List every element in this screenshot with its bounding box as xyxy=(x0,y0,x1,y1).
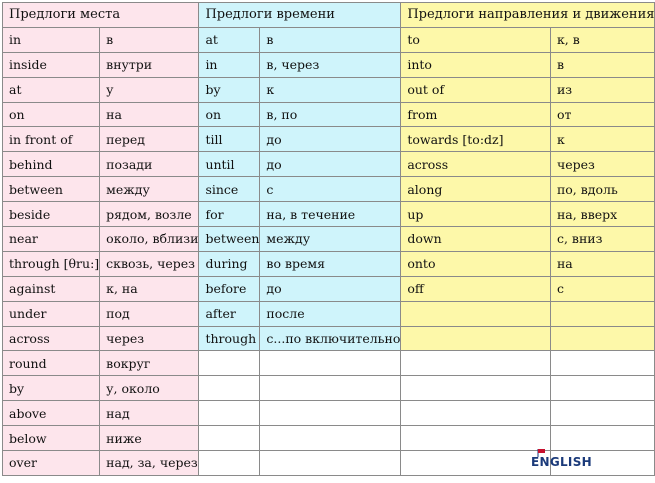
prepositions-table xyxy=(2,2,655,476)
time-empty-cell xyxy=(260,426,401,451)
place-english-cell: on xyxy=(3,102,100,127)
place-russian-cell: около, вблизи xyxy=(100,227,199,252)
place-english-cell: through [θru:] xyxy=(3,251,100,276)
direction-russian-cell: на xyxy=(550,251,655,276)
flag-icon xyxy=(537,449,547,457)
table-row xyxy=(3,52,655,77)
time-russian-cell: между xyxy=(260,227,401,252)
direction-english-cell: off xyxy=(401,276,551,301)
direction-empty-cell xyxy=(550,376,655,401)
direction-empty-cell xyxy=(550,351,655,376)
direction-empty-cell xyxy=(401,451,551,476)
place-english-cell: round xyxy=(3,351,100,376)
place-english-cell: behind xyxy=(3,152,100,177)
place-russian-cell: внутри xyxy=(100,52,199,77)
direction-empty-cell xyxy=(401,301,551,326)
table-row xyxy=(3,401,655,426)
place-english-cell: under xyxy=(3,301,100,326)
direction-english-cell: onto xyxy=(401,251,551,276)
direction-empty-cell xyxy=(550,426,655,451)
direction-english-cell: across xyxy=(401,152,551,177)
direction-russian-cell: с, вниз xyxy=(550,227,655,252)
place-english-cell: above xyxy=(3,401,100,426)
time-english-cell: through xyxy=(199,326,260,351)
direction-russian-cell: от xyxy=(550,102,655,127)
place-english-cell: across xyxy=(3,326,100,351)
direction-empty-cell xyxy=(401,376,551,401)
direction-english-cell: along xyxy=(401,177,551,202)
table-row xyxy=(3,127,655,152)
time-english-cell: in xyxy=(199,52,260,77)
direction-english-cell: down xyxy=(401,227,551,252)
table-row xyxy=(3,301,655,326)
place-russian-cell: сквозь, через xyxy=(100,251,199,276)
direction-english-cell: up xyxy=(401,202,551,227)
time-english-cell: after xyxy=(199,301,260,326)
place-russian-cell: у, около xyxy=(100,376,199,401)
header-direction: Предлоги направления и движения xyxy=(401,3,655,28)
time-empty-cell xyxy=(260,451,401,476)
table-row xyxy=(3,276,655,301)
direction-english-cell: from xyxy=(401,102,551,127)
time-english-cell: till xyxy=(199,127,260,152)
direction-empty-cell xyxy=(401,351,551,376)
direction-empty-cell xyxy=(550,401,655,426)
time-russian-cell: в xyxy=(260,27,401,52)
place-russian-cell: под xyxy=(100,301,199,326)
place-russian-cell: через xyxy=(100,326,199,351)
time-russian-cell: в, через xyxy=(260,52,401,77)
time-russian-cell: в, по xyxy=(260,102,401,127)
time-empty-cell xyxy=(199,376,260,401)
direction-empty-cell xyxy=(401,326,551,351)
time-russian-cell: до xyxy=(260,152,401,177)
time-russian-cell: на, в течение xyxy=(260,202,401,227)
place-russian-cell: рядом, возле xyxy=(100,202,199,227)
direction-russian-cell: по, вдоль xyxy=(550,177,655,202)
table-row xyxy=(3,326,655,351)
table-row xyxy=(3,102,655,127)
time-russian-cell: с xyxy=(260,177,401,202)
place-english-cell: below xyxy=(3,426,100,451)
time-empty-cell xyxy=(199,426,260,451)
time-english-cell: since xyxy=(199,177,260,202)
time-english-cell: by xyxy=(199,77,260,102)
direction-russian-cell: через xyxy=(550,152,655,177)
place-english-cell: by xyxy=(3,376,100,401)
direction-russian-cell: с xyxy=(550,276,655,301)
time-empty-cell xyxy=(260,376,401,401)
table-row xyxy=(3,351,655,376)
direction-english-cell: towards [to:dz] xyxy=(401,127,551,152)
direction-empty-cell xyxy=(401,401,551,426)
direction-russian-cell: к, в xyxy=(550,27,655,52)
time-english-cell: for xyxy=(199,202,260,227)
time-russian-cell: до xyxy=(260,276,401,301)
logo-text: ENGLISH xyxy=(531,455,592,469)
place-russian-cell: ниже xyxy=(100,426,199,451)
table-body xyxy=(3,27,655,475)
time-russian-cell: после xyxy=(260,301,401,326)
direction-empty-cell xyxy=(401,426,551,451)
place-english-cell: against xyxy=(3,276,100,301)
place-russian-cell: к, на xyxy=(100,276,199,301)
time-russian-cell: во время xyxy=(260,251,401,276)
time-empty-cell xyxy=(199,451,260,476)
time-russian-cell: к xyxy=(260,77,401,102)
table-row xyxy=(3,376,655,401)
time-english-cell: at xyxy=(199,27,260,52)
time-russian-cell: с...по включительно xyxy=(260,326,401,351)
direction-english-cell: to xyxy=(401,27,551,52)
place-english-cell: beside xyxy=(3,202,100,227)
place-english-cell: in xyxy=(3,27,100,52)
time-empty-cell xyxy=(199,351,260,376)
time-english-cell: during xyxy=(199,251,260,276)
direction-russian-cell: из xyxy=(550,77,655,102)
direction-russian-cell: в xyxy=(550,52,655,77)
place-russian-cell: позади xyxy=(100,152,199,177)
place-russian-cell: у xyxy=(100,77,199,102)
direction-empty-cell xyxy=(550,326,655,351)
direction-russian-cell: на, вверх xyxy=(550,202,655,227)
header-time: Предлоги времени xyxy=(199,3,401,28)
time-english-cell: on xyxy=(199,102,260,127)
place-english-cell: in front of xyxy=(3,127,100,152)
table-row xyxy=(3,152,655,177)
time-empty-cell xyxy=(260,351,401,376)
time-english-cell: before xyxy=(199,276,260,301)
place-russian-cell: над, за, через xyxy=(100,451,199,476)
place-russian-cell: перед xyxy=(100,127,199,152)
table-row xyxy=(3,251,655,276)
table-row xyxy=(3,77,655,102)
direction-russian-cell: к xyxy=(550,127,655,152)
table-row xyxy=(3,177,655,202)
direction-english-cell: out of xyxy=(401,77,551,102)
time-empty-cell xyxy=(260,401,401,426)
table-row xyxy=(3,27,655,52)
place-english-cell: over xyxy=(3,451,100,476)
place-russian-cell: вокруг xyxy=(100,351,199,376)
place-english-cell: near xyxy=(3,227,100,252)
header-row xyxy=(3,3,655,28)
direction-empty-cell xyxy=(550,301,655,326)
time-empty-cell xyxy=(199,401,260,426)
time-english-cell: until xyxy=(199,152,260,177)
place-russian-cell: над xyxy=(100,401,199,426)
table-row xyxy=(3,227,655,252)
place-english-cell: between xyxy=(3,177,100,202)
time-english-cell: between xyxy=(199,227,260,252)
place-russian-cell: между xyxy=(100,177,199,202)
direction-english-cell: into xyxy=(401,52,551,77)
place-russian-cell: на xyxy=(100,102,199,127)
place-russian-cell: в xyxy=(100,27,199,52)
place-english-cell: inside xyxy=(3,52,100,77)
place-english-cell: at xyxy=(3,77,100,102)
english-logo xyxy=(531,455,592,469)
table-row xyxy=(3,426,655,451)
header-place: Предлоги места xyxy=(3,3,199,28)
time-russian-cell: до xyxy=(260,127,401,152)
table-row xyxy=(3,202,655,227)
